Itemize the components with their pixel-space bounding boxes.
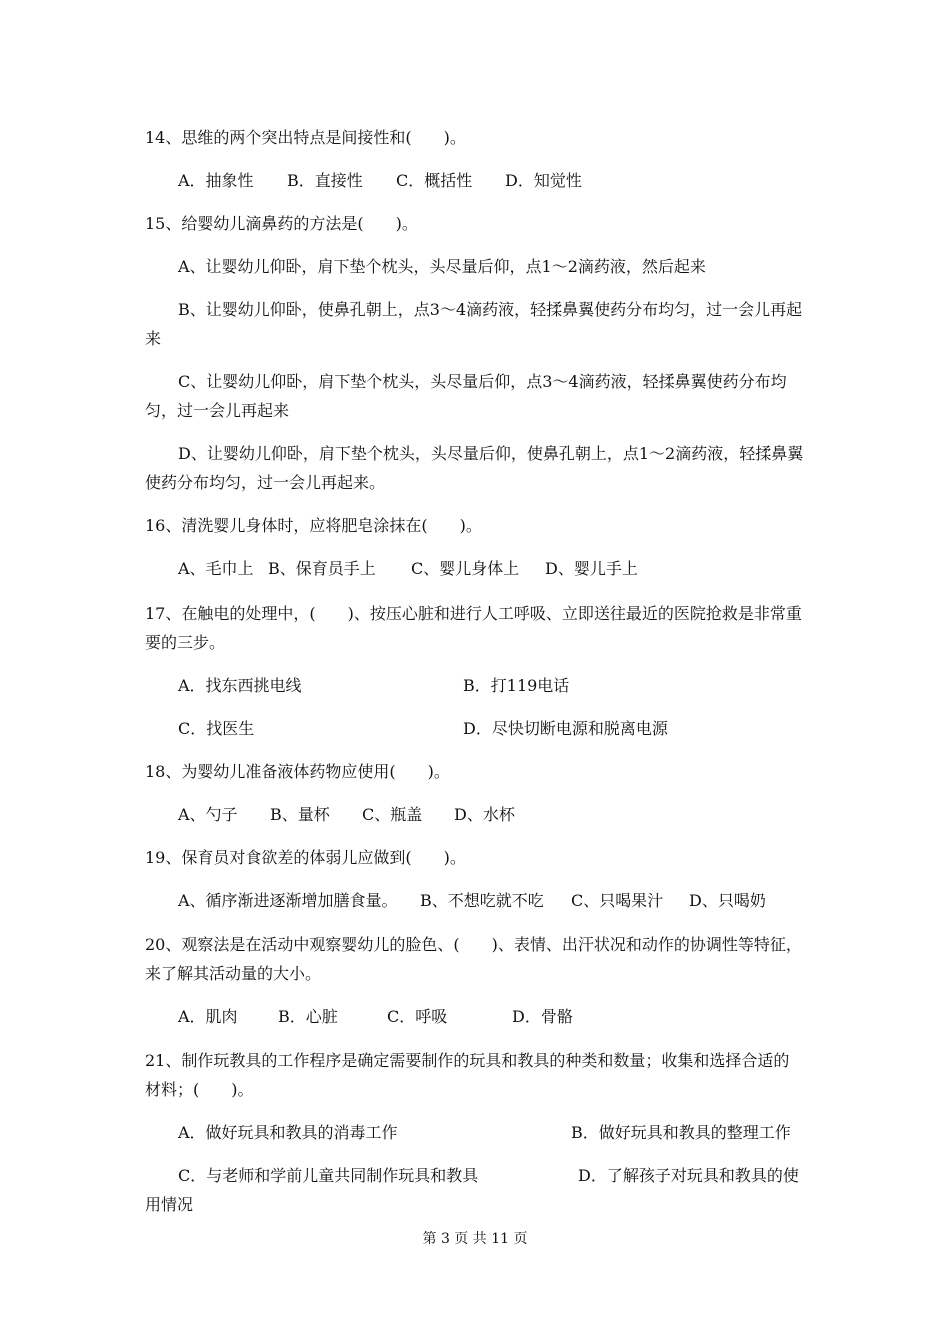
question-19-stem: 19、保育员对食欲差的体弱儿应做到( )。 xyxy=(145,848,466,867)
option-b: B．直接性 xyxy=(287,171,363,190)
question-21-option-c: C．与老师和学前儿童共同制作玩具和教具 xyxy=(178,1166,479,1185)
option-a: A、勺子 xyxy=(178,805,238,824)
option-a: A、循序渐进逐渐增加膳食量。 xyxy=(178,891,398,910)
question-21-option-b: B．做好玩具和教具的整理工作 xyxy=(571,1123,791,1142)
option-b: B、量杯 xyxy=(270,805,330,824)
option-d: D、婴儿手上 xyxy=(545,559,638,578)
option-b: B、保育员手上 xyxy=(268,559,376,578)
option-a: A．肌肉 xyxy=(178,1007,238,1026)
option-d: D．知觉性 xyxy=(505,171,582,190)
option-c: C、婴儿身体上 xyxy=(411,559,520,578)
question-20-options xyxy=(178,1006,573,1028)
question-15-option-b: B、让婴幼儿仰卧，使鼻孔朝上，点3～4滴药液，轻揉鼻翼使药分布均匀，过一会儿再起来 xyxy=(145,300,803,348)
option-b: B．心脏 xyxy=(278,1007,338,1026)
option-c: C、瓶盖 xyxy=(362,805,423,824)
question-19-options xyxy=(178,890,766,912)
option-d: D、水杯 xyxy=(454,805,515,824)
question-21-stem: 21、制作玩教具的工作程序是确定需要制作的玩具和教具的种类和数量；收集和选择合适的材料；( )。 xyxy=(145,1051,790,1099)
question-15-option-a: A、让婴幼儿仰卧，肩下垫个枕头，头尽量后仰，点1～2滴药液，然后起来 xyxy=(178,257,706,276)
option-d: D．骨骼 xyxy=(512,1007,573,1026)
option-d: D、只喝奶 xyxy=(689,891,766,910)
option-a: A．抽象性 xyxy=(178,171,254,190)
page-number: 第 3 页 共 11 页 xyxy=(422,1231,528,1247)
question-16-options xyxy=(178,558,638,580)
option-c: C．概括性 xyxy=(396,171,473,190)
question-17-stem: 17、在触电的处理中，( )、按压心脏和进行人工呼吸、立即送往最近的医院抢救是非常重要的三步。 xyxy=(145,604,802,652)
question-21-option-a: A．做好玩具和教具的消毒工作 xyxy=(178,1123,398,1142)
question-21-option-d-part2: 用情况 xyxy=(145,1195,194,1214)
question-17-option-c: C．找医生 xyxy=(178,719,255,738)
question-17-option-b: B．打119电话 xyxy=(463,676,570,695)
option-b: B、不想吃就不吃 xyxy=(420,891,544,910)
question-20-stem: 20、观察法是在活动中观察婴幼儿的脸色、( )、表情、出汗状况和动作的协调性等特征，来了解其活动量的大小。 xyxy=(145,935,802,983)
question-17-option-d: D．尽快切断电源和脱离电源 xyxy=(463,719,668,738)
question-15-stem: 15、给婴幼儿滴鼻药的方法是( )。 xyxy=(145,214,418,233)
option-c: C．呼吸 xyxy=(387,1007,448,1026)
option-a: A、毛巾上 xyxy=(178,559,254,578)
question-21-option-d-part1: D．了解孩子对玩具和教具的使 xyxy=(578,1166,799,1185)
option-c: C、只喝果汁 xyxy=(571,891,664,910)
question-16-stem: 16、清洗婴儿身体时，应将肥皂涂抹在( )。 xyxy=(145,516,482,535)
question-18-stem: 18、为婴幼儿准备液体药物应使用( )。 xyxy=(145,762,450,781)
question-15-option-d: D、让婴幼儿仰卧，肩下垫个枕头，头尽量后仰，使鼻孔朝上，点1～2滴药液，轻揉鼻翼使药分布均匀，过一会儿再起来。 xyxy=(145,444,804,492)
question-18-options xyxy=(178,804,515,826)
question-14-options xyxy=(178,170,582,192)
question-14-stem: 14、思维的两个突出特点是间接性和( )。 xyxy=(145,128,466,147)
question-15-option-c: C、让婴幼儿仰卧，肩下垫个枕头，头尽量后仰，点3～4滴药液，轻揉鼻翼使药分布均匀，过一会儿再起来 xyxy=(145,372,787,420)
question-17-option-a: A．找东西挑电线 xyxy=(178,676,302,695)
